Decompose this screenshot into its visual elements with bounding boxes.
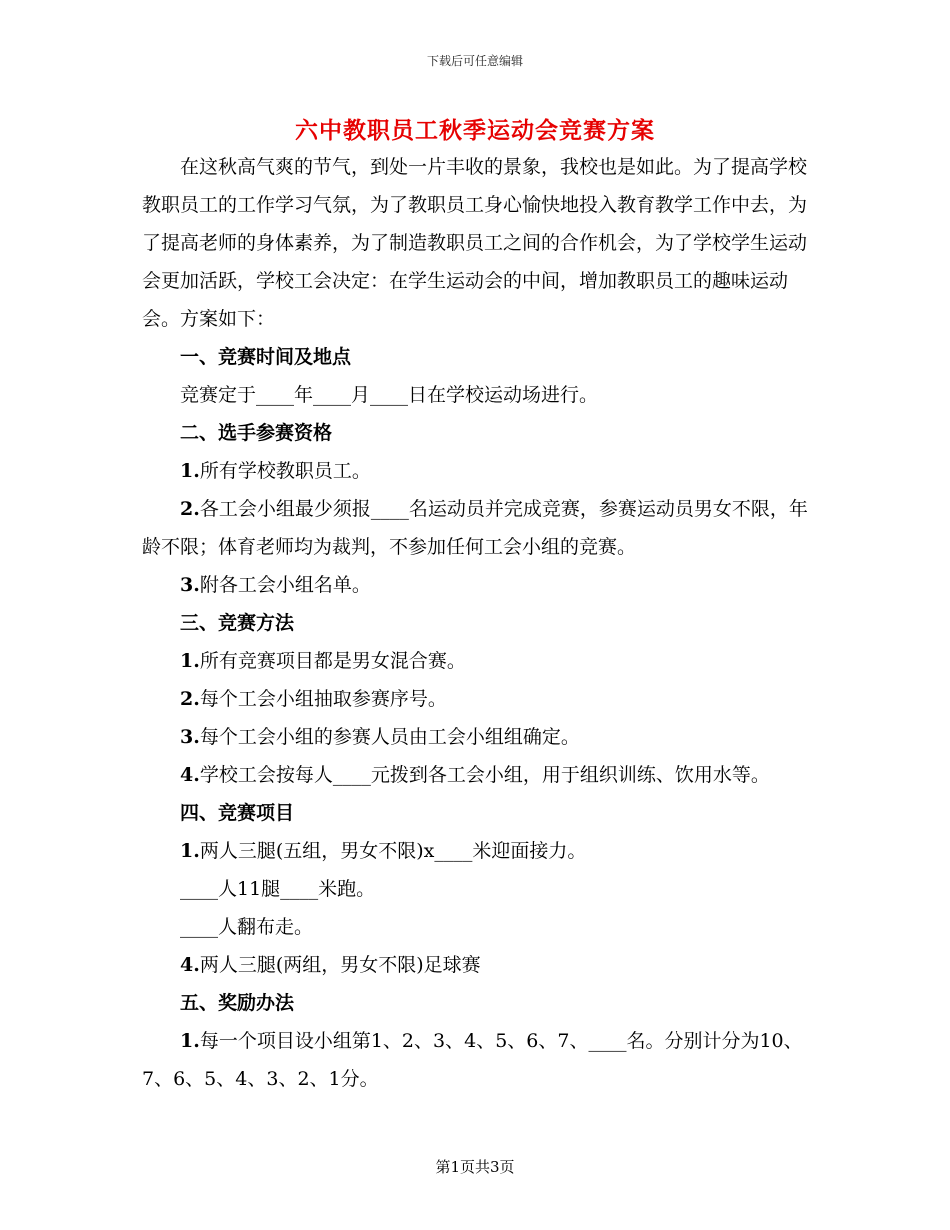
item-text: 所有竞赛项目都是男女混合赛。	[199, 650, 466, 672]
document-title: 六中教职员工秋季运动会竞赛方案	[295, 117, 655, 144]
item-number: 1.	[180, 460, 200, 482]
item-text: 学校工会按每人____元拨到各工会小组，用于组织训练、饮用水等。	[199, 764, 770, 786]
list-item: ____人11腿____米跑。	[180, 878, 376, 900]
list-item	[142, 490, 812, 566]
page-header: 下载后可任意编辑	[426, 54, 523, 68]
item-number: 1.	[180, 1030, 200, 1052]
item-number: 2.	[180, 498, 200, 520]
list-item	[142, 832, 812, 870]
section-heading-awards: 五、奖励办法	[180, 992, 295, 1014]
document-body	[142, 148, 812, 1098]
item-number: 3.	[180, 574, 200, 596]
intro-paragraph: 在这秋高气爽的节气，到处一片丰收的景象，我校也是如此。为了提高学校教职员工的工作学习气氛，为了教职员工身心愉快地投入教育教学工作中去，为了提高老师的身体素养，为了制造教职员工之间的合作机会，为了学校学生运动会更加活跃，学校工会决定：在学生运动会的中间，增加教职员工的趣味运动会。方案如下：	[142, 156, 808, 330]
item-number: 1.	[180, 840, 200, 862]
list-item	[142, 946, 812, 984]
item-text: 各工会小组最少须报____名运动员并完成竞赛，参赛运动员男女不限，年龄不限；体育老师均为裁判，不参加任何工会小组的竞赛。	[142, 498, 808, 558]
item-text: 所有学校教职员工。	[199, 460, 371, 482]
list-item	[142, 756, 812, 794]
item-number: 1.	[180, 650, 200, 672]
list-item: ____人翻布走。	[180, 916, 314, 938]
section-heading-method: 三、竞赛方法	[180, 612, 295, 634]
item-number: 2.	[180, 688, 200, 710]
item-text: 每一个项目设小组第1、2、3、4、5、6、7、____名。分别计分为10、7、6、5、4、3、2、1分。	[142, 1030, 803, 1090]
list-item	[142, 642, 812, 680]
item-text: 附各工会小组名单。	[199, 574, 371, 596]
section-heading-time-place: 一、竞赛时间及地点	[180, 346, 352, 368]
item-text: 每个工会小组抽取参赛序号。	[199, 688, 447, 710]
item-text: 每个工会小组的参赛人员由工会小组组确定。	[199, 726, 580, 748]
list-item	[142, 452, 812, 490]
section-heading-events: 四、竞赛项目	[180, 802, 295, 824]
item-text: 两人三腿(两组，男女不限)足球赛	[199, 954, 481, 976]
list-item	[142, 1022, 812, 1098]
list-item	[142, 680, 812, 718]
section-text-time-place: 竞赛定于____年____月____日在学校运动场进行。	[180, 384, 599, 406]
item-number: 4.	[180, 764, 200, 786]
list-item	[142, 566, 812, 604]
section-heading-eligibility: 二、选手参赛资格	[180, 422, 333, 444]
page-footer: 第1页共3页	[435, 1158, 515, 1176]
item-number: 3.	[180, 726, 200, 748]
item-number: 4.	[180, 954, 200, 976]
list-item	[142, 718, 812, 756]
item-text: 两人三腿(五组，男女不限)x____米迎面接力。	[199, 840, 587, 862]
